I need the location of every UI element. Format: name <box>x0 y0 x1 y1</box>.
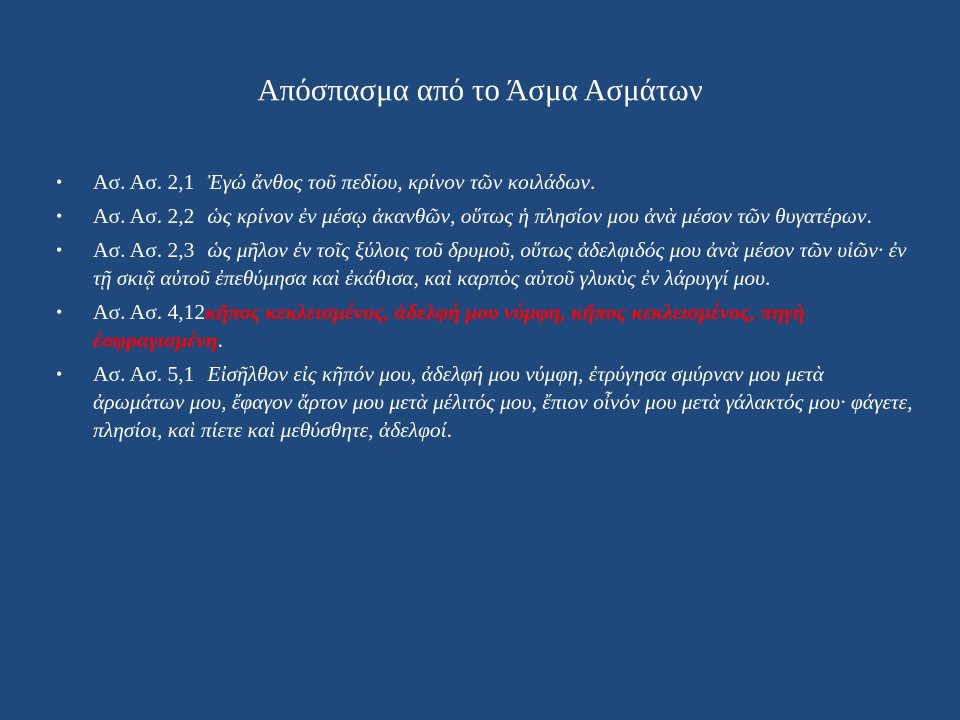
verse-end: . <box>765 266 771 290</box>
verse-text: Ἐγώ ἄνθος τοῦ πεδίου, κρίνον τῶν κοιλάδων <box>207 170 590 194</box>
verse-end: . <box>866 204 872 228</box>
bullet-icon: • <box>56 364 63 384</box>
list-item <box>56 360 916 444</box>
verse-reference: Ασ. Ασ. 2,3 <box>93 238 195 262</box>
list-item <box>56 168 916 196</box>
verse-reference: Ασ. Ασ. 4,12 <box>93 300 206 324</box>
verse-list <box>56 168 916 450</box>
slide-title: Απόσπασμα από το Άσμα Ασμάτων <box>257 72 703 107</box>
bullet-icon: • <box>56 240 63 260</box>
verse-reference: Ασ. Ασ. 2,1 <box>93 170 195 194</box>
verse-text-highlighted: κῆπος κεκλεισμένος, ἀδελφή μου νύμφη, κῆπος κεκλεισμένος, πηγὴ ἐσφραγισμένη <box>93 300 805 352</box>
bullet-icon: • <box>56 172 63 192</box>
verse-reference: Ασ. Ασ. 2,2 <box>93 204 195 228</box>
list-item <box>56 236 916 292</box>
list-item <box>56 298 916 354</box>
verse-text: Εἰσῆλθον εἰς κῆπόν μου, ἀδελφή μου νύμφη, ἐτρύγησα σμύρναν μου μετὰ ἀρωμάτων μου, ἔφαγον ἄρτον μου μετὰ μέλιτός μου, ἔπιον οἶνόν μου μετὰ γάλακτός μου· φάγετε, πλησίοι, καὶ πίετε καὶ μεθύσθητε, ἀδελφοί <box>93 362 913 442</box>
verse-text: ὡς μῆλον ἐν τοῖς ξύλοις τοῦ δρυμοῦ, οὕτως ἀδελφιδός μου ἀνὰ μέσον τῶν υἱῶν· ἐν τῇ σκιᾷ αὐτοῦ ἐπεθύμησα καὶ ἐκάθισα, καὶ καρπὸς αὐτοῦ γλυκὺς ἐν λάρυγγί μου <box>93 238 907 290</box>
verse-text: ὡς κρίνον ἐν μέσῳ ἀκανθῶν, οὕτως ἡ πλησίον μου ἀνὰ μέσον τῶν θυγατέρων <box>207 204 867 228</box>
bullet-icon: • <box>56 206 63 226</box>
verse-reference: Ασ. Ασ. 5,1 <box>93 362 195 386</box>
bullet-icon: • <box>56 302 63 322</box>
verse-end: . <box>217 328 223 352</box>
verse-end: . <box>446 418 452 442</box>
list-item <box>56 202 916 230</box>
verse-end: . <box>589 170 596 194</box>
